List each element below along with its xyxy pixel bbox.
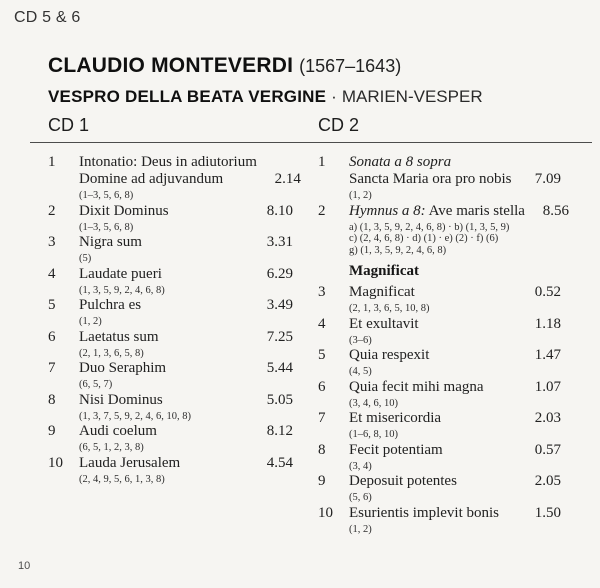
- track-title: [79, 297, 249, 314]
- track-performers: (1–6, 8, 10): [349, 429, 398, 440]
- work-subtitle: MARIEN-VESPER: [341, 87, 483, 106]
- track-title-line: Hymnus a 8: Ave maris stella: [349, 202, 525, 219]
- track-number: 2: [48, 202, 56, 219]
- title-separator-dot: ·: [331, 87, 337, 106]
- track-duration: 6.29: [266, 265, 293, 282]
- track-duration: 8.12: [266, 423, 293, 439]
- track-row: [318, 410, 561, 442]
- track-number: 6: [318, 378, 326, 395]
- composer-name: CLAUDIO MONTEVERDI: [48, 54, 294, 77]
- track-number: 4: [318, 315, 326, 332]
- track-performers: (2, 4, 9, 5, 6, 1, 3, 8): [79, 473, 165, 485]
- disc-1-tracklist: [48, 154, 301, 486]
- track-duration: 3.49: [266, 297, 293, 313]
- track-duration: 1.47: [534, 347, 561, 363]
- track-number: 3: [318, 284, 326, 300]
- track-row: [318, 442, 561, 474]
- track-number: 8: [48, 391, 56, 408]
- work-title-block: [48, 53, 483, 108]
- track-title: [349, 473, 517, 490]
- track-title-line: Magnificat: [349, 284, 415, 300]
- track-row: [48, 392, 293, 424]
- track-number: 1: [48, 154, 56, 170]
- track-title-line: Pulchra es: [79, 297, 142, 313]
- track-title: [79, 234, 249, 251]
- track-title-line: Et exultavit: [349, 315, 419, 332]
- track-title-line: Esurientis implevit bonis: [349, 504, 499, 521]
- track-row: [48, 154, 301, 203]
- track-performers: (3–6): [349, 334, 372, 346]
- track-duration: 2.03: [534, 410, 561, 426]
- track-performers: (1, 3, 5, 9, 2, 4, 6, 8): [79, 284, 165, 296]
- track-duration: 5.44: [266, 360, 293, 376]
- track-title-line: Lauda Jerusalem: [79, 454, 181, 471]
- composer-line: [48, 53, 483, 80]
- track-duration: 7.25: [266, 328, 293, 345]
- track-duration: 2.05: [534, 473, 561, 489]
- track-row: [318, 154, 561, 203]
- track-number: 5: [48, 297, 56, 313]
- track-title-line: Laudate pueri: [79, 265, 162, 282]
- track-performers: (5, 6): [349, 492, 372, 503]
- track-duration: 5.05: [266, 391, 293, 408]
- track-duration: 8.10: [266, 202, 293, 219]
- track-row: [48, 203, 293, 235]
- booklet-cd-label: CD 5 & 6: [14, 9, 81, 26]
- track-performers: (3, 4): [349, 460, 372, 472]
- track-performers: (6, 5, 7): [79, 379, 113, 390]
- track-title-line: Fecit potentiam: [349, 441, 443, 458]
- disc-1-header: CD 1: [48, 115, 90, 135]
- track-title-line: Laetatus sum: [79, 328, 159, 345]
- track-title: [79, 423, 249, 440]
- track-title-line: Audi coelum: [79, 423, 157, 439]
- track-title: [349, 203, 525, 220]
- track-number: 1: [318, 154, 326, 170]
- work-line: [48, 86, 483, 108]
- track-row: [318, 202, 569, 258]
- track-row: [48, 455, 293, 487]
- track-title: [349, 410, 517, 427]
- composer-dates: (1567–1643): [299, 56, 402, 76]
- track-performers: (1, 2): [349, 523, 372, 535]
- track-performers: a) (1, 3, 5, 9, 2, 4, 6, 8) · b) (1, 3, 5, 9) c) (2, 4, 6, 8) · d) (1) · e) (2) · f) (6) g) (1, 3, 5, 9, 2, 4, 6, 8): [349, 221, 510, 256]
- track-title-line: Domine ad adjuvandum: [79, 171, 224, 187]
- track-performers: (4, 5): [349, 366, 372, 377]
- track-title: [349, 284, 517, 301]
- track-title-line: Duo Seraphim: [79, 360, 167, 376]
- track-number: 9: [48, 423, 56, 439]
- track-duration: 4.54: [266, 454, 293, 471]
- track-duration: 2.14: [274, 171, 301, 187]
- track-duration: 0.52: [534, 284, 561, 300]
- track-duration: 0.57: [534, 441, 561, 458]
- track-performers: (3, 4, 6, 10): [349, 397, 398, 409]
- track-title-line: Et misericordia: [349, 410, 442, 426]
- track-row: [318, 473, 561, 505]
- track-title: [79, 360, 249, 377]
- track-title: [349, 442, 517, 459]
- page-number: 10: [18, 560, 31, 572]
- track-row: [318, 316, 561, 348]
- track-row: [318, 284, 561, 316]
- track-row: [48, 234, 293, 266]
- track-number: 7: [318, 410, 326, 426]
- track-performers: (6, 5, 1, 2, 3, 8): [79, 442, 144, 453]
- track-title-line: Deposuit potentes: [349, 473, 457, 489]
- track-performers: (2, 1, 3, 6, 5, 8): [79, 347, 144, 359]
- track-performers: (1–3, 5, 6, 8): [79, 190, 134, 201]
- track-performers: (1, 2): [349, 190, 372, 201]
- track-performers: (1–3, 5, 6, 8): [79, 221, 134, 233]
- track-title-line: Nigra sum: [79, 234, 142, 250]
- track-title-line: Quia respexit: [349, 347, 430, 363]
- track-number: 7: [48, 360, 56, 376]
- track-title: [79, 154, 257, 188]
- track-title: [79, 455, 249, 472]
- track-row: [48, 360, 293, 392]
- track-row: [48, 329, 293, 361]
- track-number: 10: [48, 454, 63, 471]
- track-row: [48, 423, 293, 455]
- section-heading: Magnificat: [349, 263, 419, 279]
- track-row: [48, 266, 293, 298]
- track-title: [79, 392, 249, 409]
- track-row: [318, 505, 561, 537]
- track-title-line: Sonata a 8 sopra: [349, 154, 452, 170]
- track-number: 10: [318, 504, 333, 521]
- header-divider: [30, 142, 592, 143]
- track-title: [349, 316, 517, 333]
- track-number: 8: [318, 441, 326, 458]
- track-title: [349, 505, 517, 522]
- track-number: 3: [48, 234, 56, 250]
- track-title-line: Nisi Dominus: [79, 391, 163, 408]
- track-number: 6: [48, 328, 56, 345]
- track-row: [318, 379, 561, 411]
- track-duration: 3.31: [266, 234, 293, 250]
- track-title: [349, 347, 517, 364]
- track-title-line: Quia fecit mihi magna: [349, 378, 484, 395]
- track-duration: 1.18: [534, 315, 561, 332]
- track-title: [349, 154, 517, 188]
- track-title-line: Dixit Dominus: [79, 202, 169, 219]
- track-number: 9: [318, 473, 326, 489]
- track-title-line: Intonatio: Deus in adiutorium: [79, 154, 257, 170]
- track-duration: 8.56: [542, 202, 569, 219]
- track-row: [318, 347, 561, 379]
- track-title: [79, 203, 249, 220]
- track-number: 5: [318, 347, 326, 363]
- track-duration: 7.09: [534, 171, 561, 187]
- track-title: [349, 379, 517, 396]
- track-number: 4: [48, 265, 56, 282]
- track-performers: (5): [79, 253, 92, 264]
- track-performers: (1, 3, 7, 5, 9, 2, 4, 6, 10, 8): [79, 410, 191, 422]
- track-title: [79, 329, 249, 346]
- track-duration: 1.50: [534, 504, 561, 521]
- work-title: VESPRO DELLA BEATA VERGINE: [48, 87, 327, 106]
- track-title-line: Sancta Maria ora pro nobis: [349, 171, 512, 187]
- disc-2-header: CD 2: [318, 115, 360, 135]
- track-title: [79, 266, 249, 283]
- track-row: [48, 297, 293, 329]
- disc-2-tracklist: [318, 154, 569, 536]
- track-number: 2: [318, 202, 326, 219]
- track-duration: 1.07: [534, 378, 561, 395]
- track-performers: (1, 2): [79, 316, 102, 327]
- track-performers: (2, 1, 3, 6, 5, 10, 8): [349, 303, 430, 314]
